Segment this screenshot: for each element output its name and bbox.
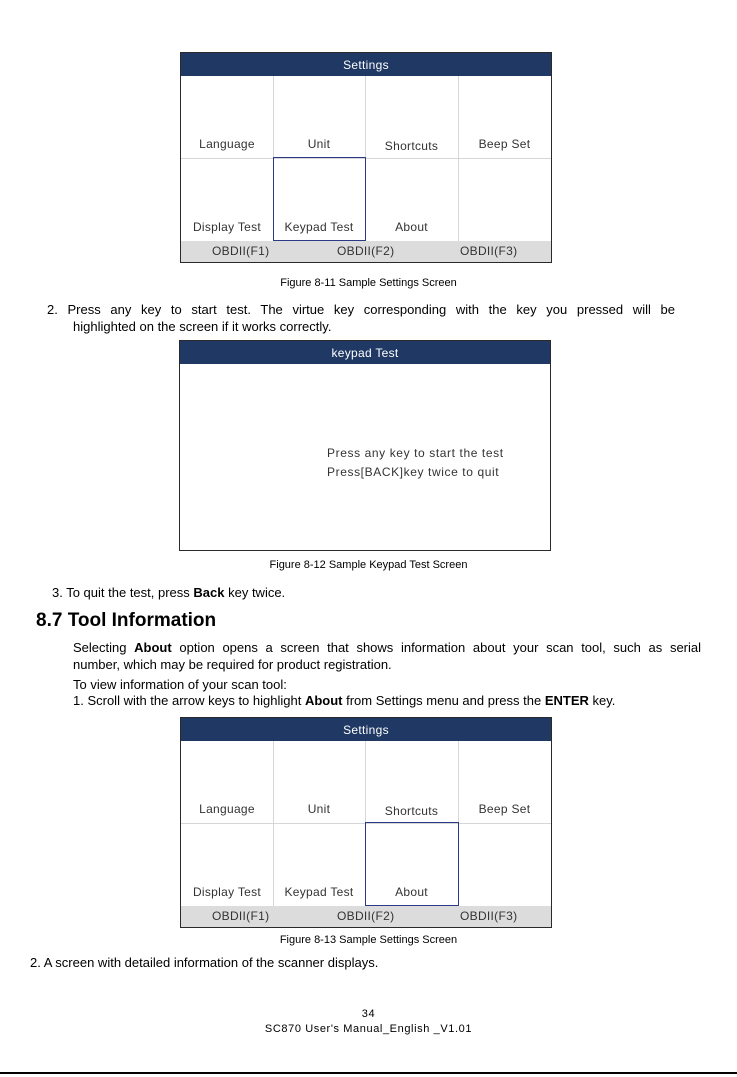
step2b: 2. A screen with detailed information of the scanner displays.	[30, 955, 379, 970]
menu-item-unit[interactable]: Unit	[307, 137, 331, 151]
section-title: 8.7 Tool Information	[36, 610, 217, 631]
menu-item-shortcuts[interactable]: Shortcuts	[384, 139, 439, 153]
figure-caption-8-11: Figure 8-11 Sample Settings Screen	[280, 277, 457, 289]
menu-item-language[interactable]: Language	[199, 802, 255, 816]
figure-caption-8-13: Figure 8-13 Sample Settings Screen	[279, 934, 458, 946]
step1: 1. Scroll with the arrow keys to highlight About from Settings menu and press the ENTER key.	[73, 693, 616, 708]
intro-line1: Selecting About option opens a screen that shows information about your scan tool, such as serial	[73, 640, 702, 655]
menu-item-beep-set[interactable]: Beep Set	[478, 137, 531, 151]
intro-line2: number, which may be required for product registration.	[73, 657, 392, 672]
selection-highlight	[365, 822, 459, 906]
settings-screen-bottom	[180, 717, 552, 928]
view-info-line: To view information of your scan tool:	[73, 677, 287, 692]
menu-item-unit[interactable]: Unit	[307, 802, 331, 816]
screen-title: Settings	[181, 53, 551, 76]
step2-line1: 2. Press any key to start test. The virtue key corresponding with the key you pressed will be	[47, 302, 675, 317]
menu-item-keypad-test[interactable]: Keypad Test	[284, 220, 354, 234]
menu-item-empty	[458, 158, 551, 241]
page-number: 34	[361, 1008, 376, 1020]
screen-title: Settings	[181, 718, 551, 741]
selection-highlight	[273, 157, 366, 241]
function-key-bar	[181, 241, 551, 262]
f1-key[interactable]: OBDII(F1)	[212, 909, 270, 923]
f2-key[interactable]: OBDII(F2)	[337, 909, 395, 923]
settings-screen-top	[180, 52, 552, 263]
figure-caption-8-12: Figure 8-12 Sample Keypad Test Screen	[269, 559, 468, 571]
manual-title: SC870 User's Manual_English _V1.01	[264, 1023, 473, 1035]
menu-item-language[interactable]: Language	[199, 137, 255, 151]
keypad-instruction-2: Press[BACK]key twice to quit	[327, 465, 500, 479]
step2-line2: highlighted on the screen if it works correctly.	[73, 319, 332, 334]
menu-item-display-test[interactable]: Display Test	[192, 885, 262, 899]
f1-key[interactable]: OBDII(F1)	[212, 244, 270, 258]
f3-key[interactable]: OBDII(F3)	[460, 909, 518, 923]
keypad-instruction-1: Press any key to start the test	[327, 446, 504, 460]
menu-item-empty	[458, 823, 551, 906]
menu-item-about[interactable]: About	[395, 885, 428, 899]
screen-title: keypad Test	[180, 341, 550, 364]
step3: 3. To quit the test, press Back key twice.	[52, 585, 286, 600]
menu-item-keypad-test[interactable]: Keypad Test	[284, 885, 354, 899]
menu-item-beep-set[interactable]: Beep Set	[478, 802, 531, 816]
menu-item-about[interactable]: About	[395, 220, 428, 234]
keypad-test-screen	[179, 340, 551, 551]
f3-key[interactable]: OBDII(F3)	[460, 244, 518, 258]
function-key-bar	[181, 906, 551, 927]
bottom-rule	[0, 1072, 737, 1074]
menu-item-display-test[interactable]: Display Test	[192, 220, 262, 234]
menu-item-shortcuts[interactable]: Shortcuts	[384, 804, 439, 818]
f2-key[interactable]: OBDII(F2)	[337, 244, 395, 258]
